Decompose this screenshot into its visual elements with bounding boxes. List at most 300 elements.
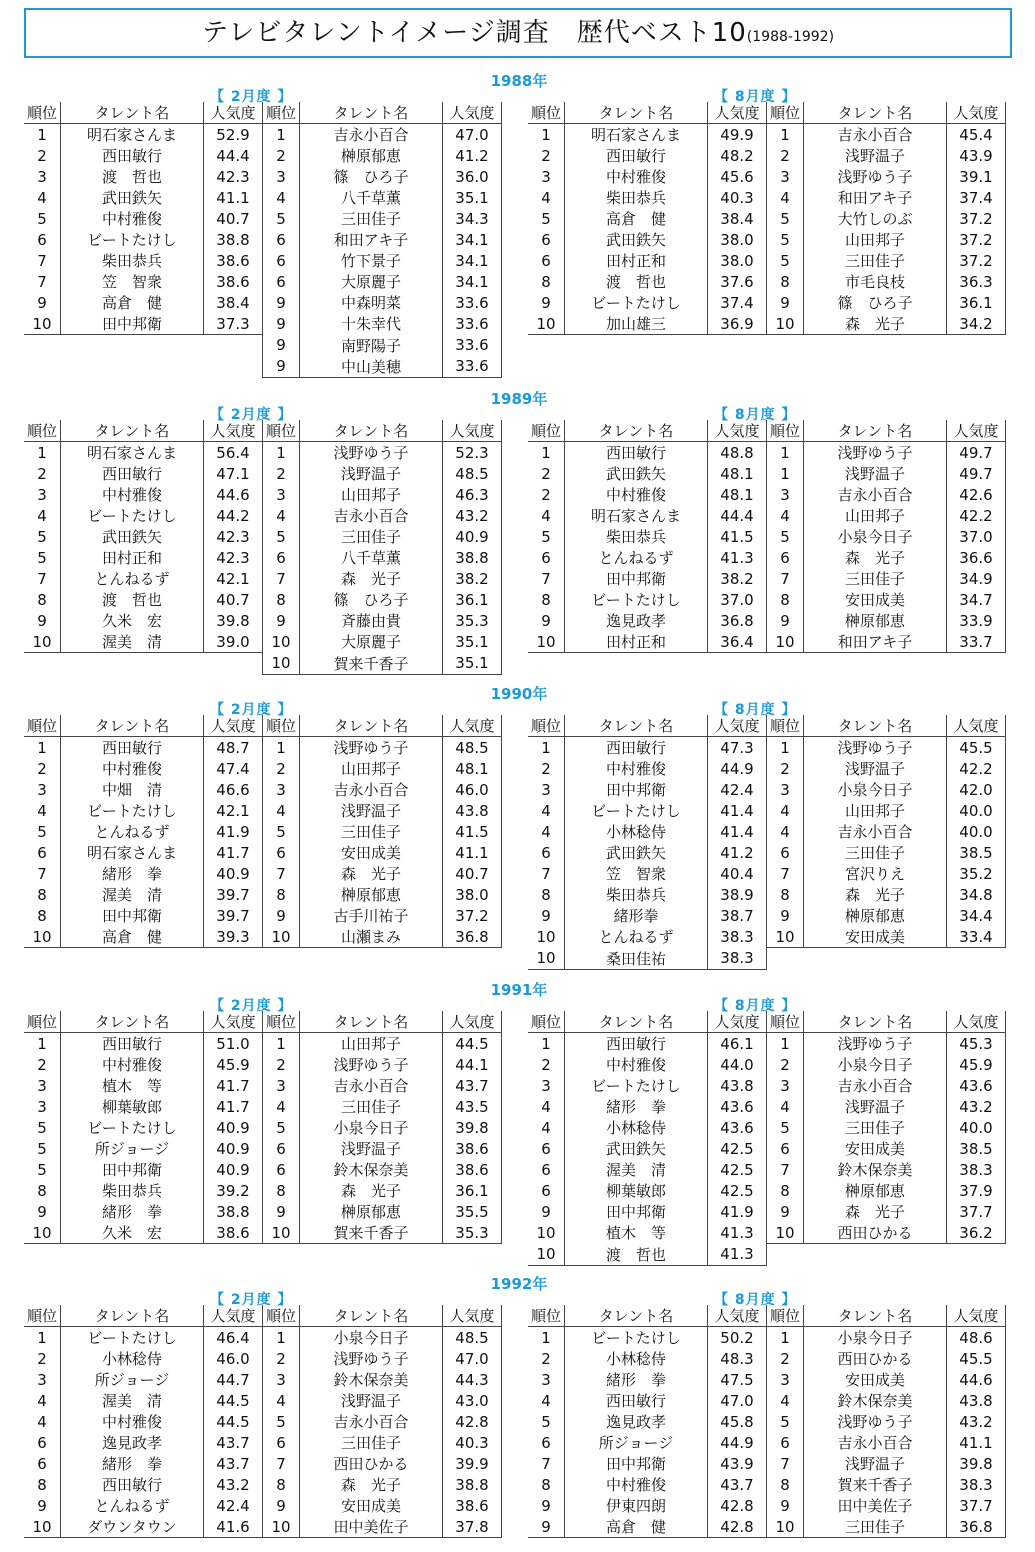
table-row [528, 863, 1006, 884]
rank-cell: 10 [767, 926, 804, 948]
empty-cell [204, 653, 263, 675]
name-cell: 宮沢りえ [804, 863, 947, 884]
name-cell: 武田鉄矢 [565, 229, 708, 250]
rank-cell: 8 [37, 885, 47, 904]
popularity-header: 人気度 [443, 1305, 502, 1327]
popularity-cell: 41.5 [708, 526, 767, 547]
rank-cell: 3 [37, 167, 47, 186]
name-cell: 鈴木保奈美 [300, 1369, 443, 1390]
name-cell: 和田アキ子 [804, 631, 947, 653]
popularity-cell: 40.9 [443, 526, 502, 547]
rank-cell: 1 [37, 738, 47, 757]
popularity-cell: 35.1 [443, 653, 502, 675]
rank-cell: 4 [37, 801, 47, 820]
popularity-cell: 43.7 [443, 1075, 502, 1096]
name-cell: 安田成美 [804, 1138, 947, 1159]
name-header: タレント名 [300, 715, 443, 737]
popularity-header: 人気度 [204, 1305, 263, 1327]
rank-cell: 3 [541, 1370, 551, 1389]
rank-cell: 6 [263, 1159, 300, 1180]
name-cell: 大原麗子 [300, 631, 443, 653]
name-cell: 西田ひかる [804, 1348, 947, 1369]
popularity-header: 人気度 [204, 102, 263, 124]
table-header-row [528, 715, 1006, 737]
rank-cell: 7 [767, 1453, 804, 1474]
name-cell: 吉永小百合 [804, 821, 947, 842]
rank-cell: 8 [541, 885, 551, 904]
rank-cell: 10 [528, 313, 565, 335]
rank-cell: 8 [767, 884, 804, 905]
popularity-cell: 42.5 [708, 1180, 767, 1201]
popularity-cell: 40.7 [204, 208, 263, 229]
name-cell: 三田佳子 [300, 526, 443, 547]
rank-cell: 6 [263, 842, 300, 863]
rank-cell: 9 [541, 293, 551, 312]
popularity-cell: 42.4 [204, 1495, 263, 1516]
name-cell: 和田アキ子 [300, 229, 443, 250]
rank-cell: 10 [263, 1222, 300, 1244]
rank-cell: 1 [767, 737, 804, 759]
popularity-cell: 42.2 [947, 505, 1006, 526]
year-label: 1992年 [490, 1275, 548, 1293]
name-cell: 三田佳子 [300, 208, 443, 229]
table-row [24, 568, 502, 589]
name-cell: 中村雅俊 [61, 208, 204, 229]
table-row [528, 1495, 1006, 1516]
rank-cell: 8 [541, 590, 551, 609]
rank-cell: 10 [536, 927, 556, 946]
name-cell: 加山雄三 [565, 313, 708, 335]
name-header: タレント名 [61, 1011, 204, 1033]
table-row [528, 926, 1006, 948]
name-cell: 浅野ゆう子 [804, 1411, 947, 1432]
name-cell: 小林稔侍 [565, 821, 708, 842]
name-cell: 柴田恭兵 [61, 250, 204, 271]
name-cell: ビートたけし [61, 505, 204, 526]
rank-cell: 3 [37, 1097, 47, 1116]
rank-cell: 6 [37, 230, 47, 249]
table-row [24, 1516, 502, 1538]
table-row [528, 800, 1006, 821]
name-cell: 所ジョージ [565, 1432, 708, 1453]
rank-cell: 4 [767, 505, 804, 526]
name-cell: 三田佳子 [804, 1117, 947, 1138]
popularity-cell: 37.2 [443, 905, 502, 926]
name-cell: 三田佳子 [300, 1096, 443, 1117]
month-label-feb: 【 2月度 】 [210, 1292, 293, 1308]
rank-cell: 5 [767, 208, 804, 229]
name-cell: 久米 宏 [61, 610, 204, 631]
rank-cell: 10 [24, 926, 61, 948]
table-row [24, 124, 502, 146]
popularity-cell: 37.8 [443, 1516, 502, 1538]
table-row [528, 1075, 1006, 1096]
rank-cell: 4 [263, 800, 300, 821]
name-cell: 鈴木保奈美 [804, 1159, 947, 1180]
popularity-cell: 40.0 [947, 821, 1006, 842]
name-cell: 高倉 健 [61, 926, 204, 948]
popularity-cell: 35.3 [443, 610, 502, 631]
name-cell: 竹下景子 [300, 250, 443, 271]
rank-cell: 5 [37, 209, 47, 228]
rank-cell: 9 [541, 906, 551, 925]
ranking-table [528, 420, 1006, 653]
popularity-cell: 39.7 [204, 905, 263, 926]
popularity-cell: 36.8 [947, 1516, 1006, 1538]
name-cell: 吉永小百合 [804, 124, 947, 146]
name-cell: 浅野ゆう子 [300, 442, 443, 464]
popularity-cell: 48.5 [443, 1327, 502, 1349]
table-row [528, 250, 1006, 271]
month-label-feb: 【 2月度 】 [210, 998, 293, 1014]
rank-cell: 4 [37, 1412, 47, 1431]
popularity-cell: 38.0 [443, 884, 502, 905]
popularity-cell: 48.5 [443, 463, 502, 484]
popularity-cell: 34.3 [443, 208, 502, 229]
name-cell: 渥美 清 [61, 1390, 204, 1411]
name-cell: 中村雅俊 [565, 1054, 708, 1075]
popularity-cell: 38.3 [708, 926, 767, 948]
table-header-row [528, 420, 1006, 442]
rank-cell: 6 [541, 1139, 551, 1158]
popularity-cell: 33.6 [443, 335, 502, 356]
table-row [24, 1495, 502, 1516]
ranking-table [528, 1305, 1006, 1538]
table-row [24, 1054, 502, 1075]
rank-cell: 10 [24, 631, 61, 653]
popularity-cell: 38.5 [947, 842, 1006, 863]
rank-cell: 3 [263, 484, 300, 505]
table-row [24, 145, 502, 166]
name-cell: 明石家さんま [61, 442, 204, 464]
popularity-cell: 40.9 [204, 1138, 263, 1159]
rank-cell: 3 [37, 780, 47, 799]
rank-cell: 10 [24, 1222, 61, 1244]
rank-cell: 2 [767, 145, 804, 166]
rank-cell: 1 [37, 1328, 47, 1347]
table-row [528, 1180, 1006, 1201]
name-cell: 三田佳子 [804, 568, 947, 589]
rank-cell: 2 [541, 759, 551, 778]
name-cell: 森 光子 [300, 568, 443, 589]
popularity-cell: 43.7 [204, 1453, 263, 1474]
popularity-cell: 39.7 [204, 884, 263, 905]
popularity-cell: 43.2 [947, 1096, 1006, 1117]
name-cell: とんねるず [61, 568, 204, 589]
rank-cell: 1 [767, 463, 804, 484]
popularity-cell: 38.3 [947, 1474, 1006, 1495]
rank-cell: 1 [767, 442, 804, 464]
popularity-cell: 38.4 [708, 208, 767, 229]
popularity-cell: 46.4 [204, 1327, 263, 1349]
popularity-cell: 43.5 [443, 1096, 502, 1117]
name-cell: 西田敏行 [565, 737, 708, 759]
name-cell: 田中美佐子 [804, 1495, 947, 1516]
popularity-cell: 35.2 [947, 863, 1006, 884]
popularity-cell: 46.6 [204, 779, 263, 800]
rank-cell: 5 [767, 229, 804, 250]
name-cell: 小泉今日子 [300, 1117, 443, 1138]
name-cell: 西田敏行 [61, 1033, 204, 1055]
name-cell: 森 光子 [804, 884, 947, 905]
rank-cell: 4 [263, 187, 300, 208]
rank-header: 順位 [263, 420, 300, 442]
rank-cell: 5 [541, 1412, 551, 1431]
rank-cell: 7 [37, 272, 47, 291]
name-cell: 逸見政孝 [565, 610, 708, 631]
name-header: タレント名 [300, 102, 443, 124]
table-header-row [24, 715, 502, 737]
name-cell: 高倉 健 [565, 1516, 708, 1538]
name-cell: 浅野ゆう子 [300, 1348, 443, 1369]
name-cell: 武田鉄矢 [565, 463, 708, 484]
rank-header: 順位 [263, 102, 300, 124]
rank-cell: 4 [767, 1390, 804, 1411]
rank-cell: 5 [37, 1118, 47, 1137]
rank-cell: 10 [536, 1223, 556, 1242]
rank-cell: 5 [263, 821, 300, 842]
rank-cell: 9 [37, 611, 47, 630]
popularity-cell: 38.6 [443, 1495, 502, 1516]
rank-cell: 3 [37, 485, 47, 504]
popularity-cell: 43.7 [204, 1432, 263, 1453]
rank-cell: 4 [541, 1097, 551, 1116]
popularity-cell: 42.6 [947, 484, 1006, 505]
name-header: タレント名 [565, 1305, 708, 1327]
table-row [24, 800, 502, 821]
empty-cell [204, 335, 263, 356]
popularity-cell: 41.7 [204, 842, 263, 863]
popularity-cell: 44.2 [204, 505, 263, 526]
name-cell: 中村雅俊 [565, 758, 708, 779]
popularity-cell: 38.8 [443, 547, 502, 568]
rank-cell: 4 [263, 1390, 300, 1411]
name-cell: 山田邦子 [300, 484, 443, 505]
name-cell: 榊原郁恵 [300, 884, 443, 905]
rank-header: 順位 [24, 715, 61, 737]
name-cell: 鈴木保奈美 [300, 1159, 443, 1180]
rank-cell: 2 [37, 759, 47, 778]
rank-cell: 10 [263, 1516, 300, 1538]
popularity-cell: 37.9 [947, 1180, 1006, 1201]
rank-header: 順位 [24, 420, 61, 442]
rank-cell: 9 [263, 1495, 300, 1516]
rank-cell: 10 [263, 926, 300, 948]
name-cell: 西田敏行 [565, 1033, 708, 1055]
name-cell: 西田敏行 [565, 442, 708, 464]
popularity-header: 人気度 [947, 1305, 1006, 1327]
rank-cell: 10 [767, 1222, 804, 1244]
table-header-row [24, 420, 502, 442]
table-row [528, 484, 1006, 505]
popularity-cell: 37.0 [708, 589, 767, 610]
popularity-cell: 39.8 [204, 610, 263, 631]
popularity-cell: 39.3 [204, 926, 263, 948]
popularity-cell: 43.6 [708, 1117, 767, 1138]
name-cell: 安田成美 [804, 589, 947, 610]
month-label-feb: 【 2月度 】 [210, 407, 293, 423]
name-cell: 安田成美 [804, 926, 947, 948]
popularity-cell: 42.8 [708, 1495, 767, 1516]
rank-cell: 8 [767, 1474, 804, 1495]
popularity-cell: 47.4 [204, 758, 263, 779]
name-cell: 山田邦子 [804, 505, 947, 526]
rank-header: 順位 [767, 420, 804, 442]
name-cell: 渡 哲也 [61, 166, 204, 187]
rank-header: 順位 [263, 1011, 300, 1033]
table-row [24, 758, 502, 779]
popularity-cell: 34.1 [443, 250, 502, 271]
rank-cell: 8 [263, 1180, 300, 1201]
empty-cell [204, 356, 263, 378]
popularity-cell: 44.3 [443, 1369, 502, 1390]
name-cell: 榊原郁恵 [804, 1180, 947, 1201]
name-cell: ビートたけし [565, 1075, 708, 1096]
rank-cell: 2 [37, 146, 47, 165]
rank-cell: 6 [541, 1181, 551, 1200]
popularity-cell: 37.4 [708, 292, 767, 313]
popularity-cell: 39.1 [947, 166, 1006, 187]
popularity-cell: 37.2 [947, 250, 1006, 271]
table-header-row [24, 102, 502, 124]
rank-cell: 4 [767, 800, 804, 821]
rank-cell: 4 [541, 801, 551, 820]
ranking-table [528, 102, 1006, 335]
popularity-cell: 45.5 [947, 1348, 1006, 1369]
table-row [24, 187, 502, 208]
year-label: 1991年 [490, 981, 548, 999]
empty-cell [947, 948, 1006, 970]
rank-cell: 8 [767, 589, 804, 610]
rank-cell: 2 [37, 1349, 47, 1368]
name-cell: 浅野温子 [804, 145, 947, 166]
rank-cell: 6 [37, 843, 47, 862]
name-cell: 浅野温子 [300, 1138, 443, 1159]
rank-cell: 8 [37, 590, 47, 609]
table-row [24, 526, 502, 547]
rank-header: 順位 [24, 1011, 61, 1033]
rank-cell: 10 [767, 1516, 804, 1538]
popularity-cell: 41.1 [443, 842, 502, 863]
name-cell: 吉永小百合 [300, 1411, 443, 1432]
empty-cell [767, 1244, 804, 1266]
table-header-row [528, 1011, 1006, 1033]
popularity-cell: 36.0 [443, 166, 502, 187]
table-row [528, 1054, 1006, 1075]
table-row [528, 1369, 1006, 1390]
year-label: 1990年 [490, 685, 548, 703]
name-cell: 三田佳子 [300, 1432, 443, 1453]
rank-cell: 4 [263, 1096, 300, 1117]
name-cell: 三田佳子 [804, 1516, 947, 1538]
name-cell: 柳葉敏郎 [565, 1180, 708, 1201]
popularity-cell: 41.4 [708, 821, 767, 842]
popularity-cell: 38.9 [708, 884, 767, 905]
popularity-cell: 41.2 [708, 842, 767, 863]
name-cell: 中村雅俊 [61, 1411, 204, 1432]
name-cell: 榊原郁恵 [300, 1201, 443, 1222]
rank-cell: 6 [541, 1160, 551, 1179]
popularity-cell: 38.6 [443, 1159, 502, 1180]
name-cell: 浅野温子 [804, 758, 947, 779]
name-cell: 榊原郁恵 [804, 610, 947, 631]
name-cell: 吉永小百合 [804, 1075, 947, 1096]
name-cell: 森 光子 [300, 863, 443, 884]
name-header: タレント名 [804, 420, 947, 442]
name-cell: 田中邦衛 [565, 1201, 708, 1222]
name-cell: 三田佳子 [300, 821, 443, 842]
page-subtitle: (1988-1992) [746, 29, 835, 45]
name-cell: 渥美 清 [565, 1159, 708, 1180]
table-row [528, 187, 1006, 208]
popularity-cell: 37.2 [947, 208, 1006, 229]
table-row [24, 1453, 502, 1474]
rank-cell: 10 [528, 631, 565, 653]
name-header: タレント名 [61, 420, 204, 442]
popularity-cell: 41.2 [443, 145, 502, 166]
popularity-cell: 40.3 [708, 187, 767, 208]
table-row [528, 547, 1006, 568]
name-cell: 久米 宏 [61, 1222, 204, 1244]
rank-cell: 2 [767, 1054, 804, 1075]
rank-cell: 7 [37, 864, 47, 883]
table-row [24, 250, 502, 271]
rank-cell: 3 [263, 779, 300, 800]
popularity-cell: 37.7 [947, 1201, 1006, 1222]
name-cell: 笠 智衆 [565, 863, 708, 884]
table-header-row [24, 1011, 502, 1033]
name-cell: 伊東四朗 [565, 1495, 708, 1516]
rank-cell: 8 [37, 1475, 47, 1494]
rank-cell: 10 [24, 1516, 61, 1538]
rank-cell: 1 [263, 1033, 300, 1055]
name-cell: 桑田佳祐 [565, 948, 708, 970]
table-row [24, 1096, 502, 1117]
rank-header: 順位 [528, 715, 565, 737]
table-row [24, 610, 502, 631]
ranking-table [528, 1011, 1006, 1266]
popularity-cell: 45.8 [708, 1411, 767, 1432]
name-cell: 吉永小百合 [300, 779, 443, 800]
name-cell: ビートたけし [61, 1117, 204, 1138]
name-cell: 小泉今日子 [804, 526, 947, 547]
name-header: タレント名 [61, 102, 204, 124]
table-row [24, 863, 502, 884]
table-row [24, 1474, 502, 1495]
name-cell: とんねるず [565, 547, 708, 568]
table-row [528, 145, 1006, 166]
name-cell: 小泉今日子 [300, 1327, 443, 1349]
popularity-cell: 37.4 [947, 187, 1006, 208]
rank-header: 順位 [528, 420, 565, 442]
rank-cell: 1 [767, 1327, 804, 1349]
rank-cell: 2 [37, 1055, 47, 1074]
rank-cell: 6 [263, 271, 300, 292]
rank-cell: 9 [263, 905, 300, 926]
table-row [24, 1075, 502, 1096]
name-cell: ダウンタウン [61, 1516, 204, 1538]
rank-cell: 6 [263, 250, 300, 271]
popularity-cell: 47.0 [443, 124, 502, 146]
name-header: タレント名 [565, 102, 708, 124]
name-cell: 西田敏行 [61, 737, 204, 759]
name-cell: 中村雅俊 [61, 758, 204, 779]
popularity-cell: 47.5 [708, 1369, 767, 1390]
popularity-cell: 38.6 [204, 250, 263, 271]
name-cell: 浅野ゆう子 [804, 1033, 947, 1055]
rank-cell: 5 [37, 527, 47, 546]
name-cell: 小林稔侍 [565, 1117, 708, 1138]
